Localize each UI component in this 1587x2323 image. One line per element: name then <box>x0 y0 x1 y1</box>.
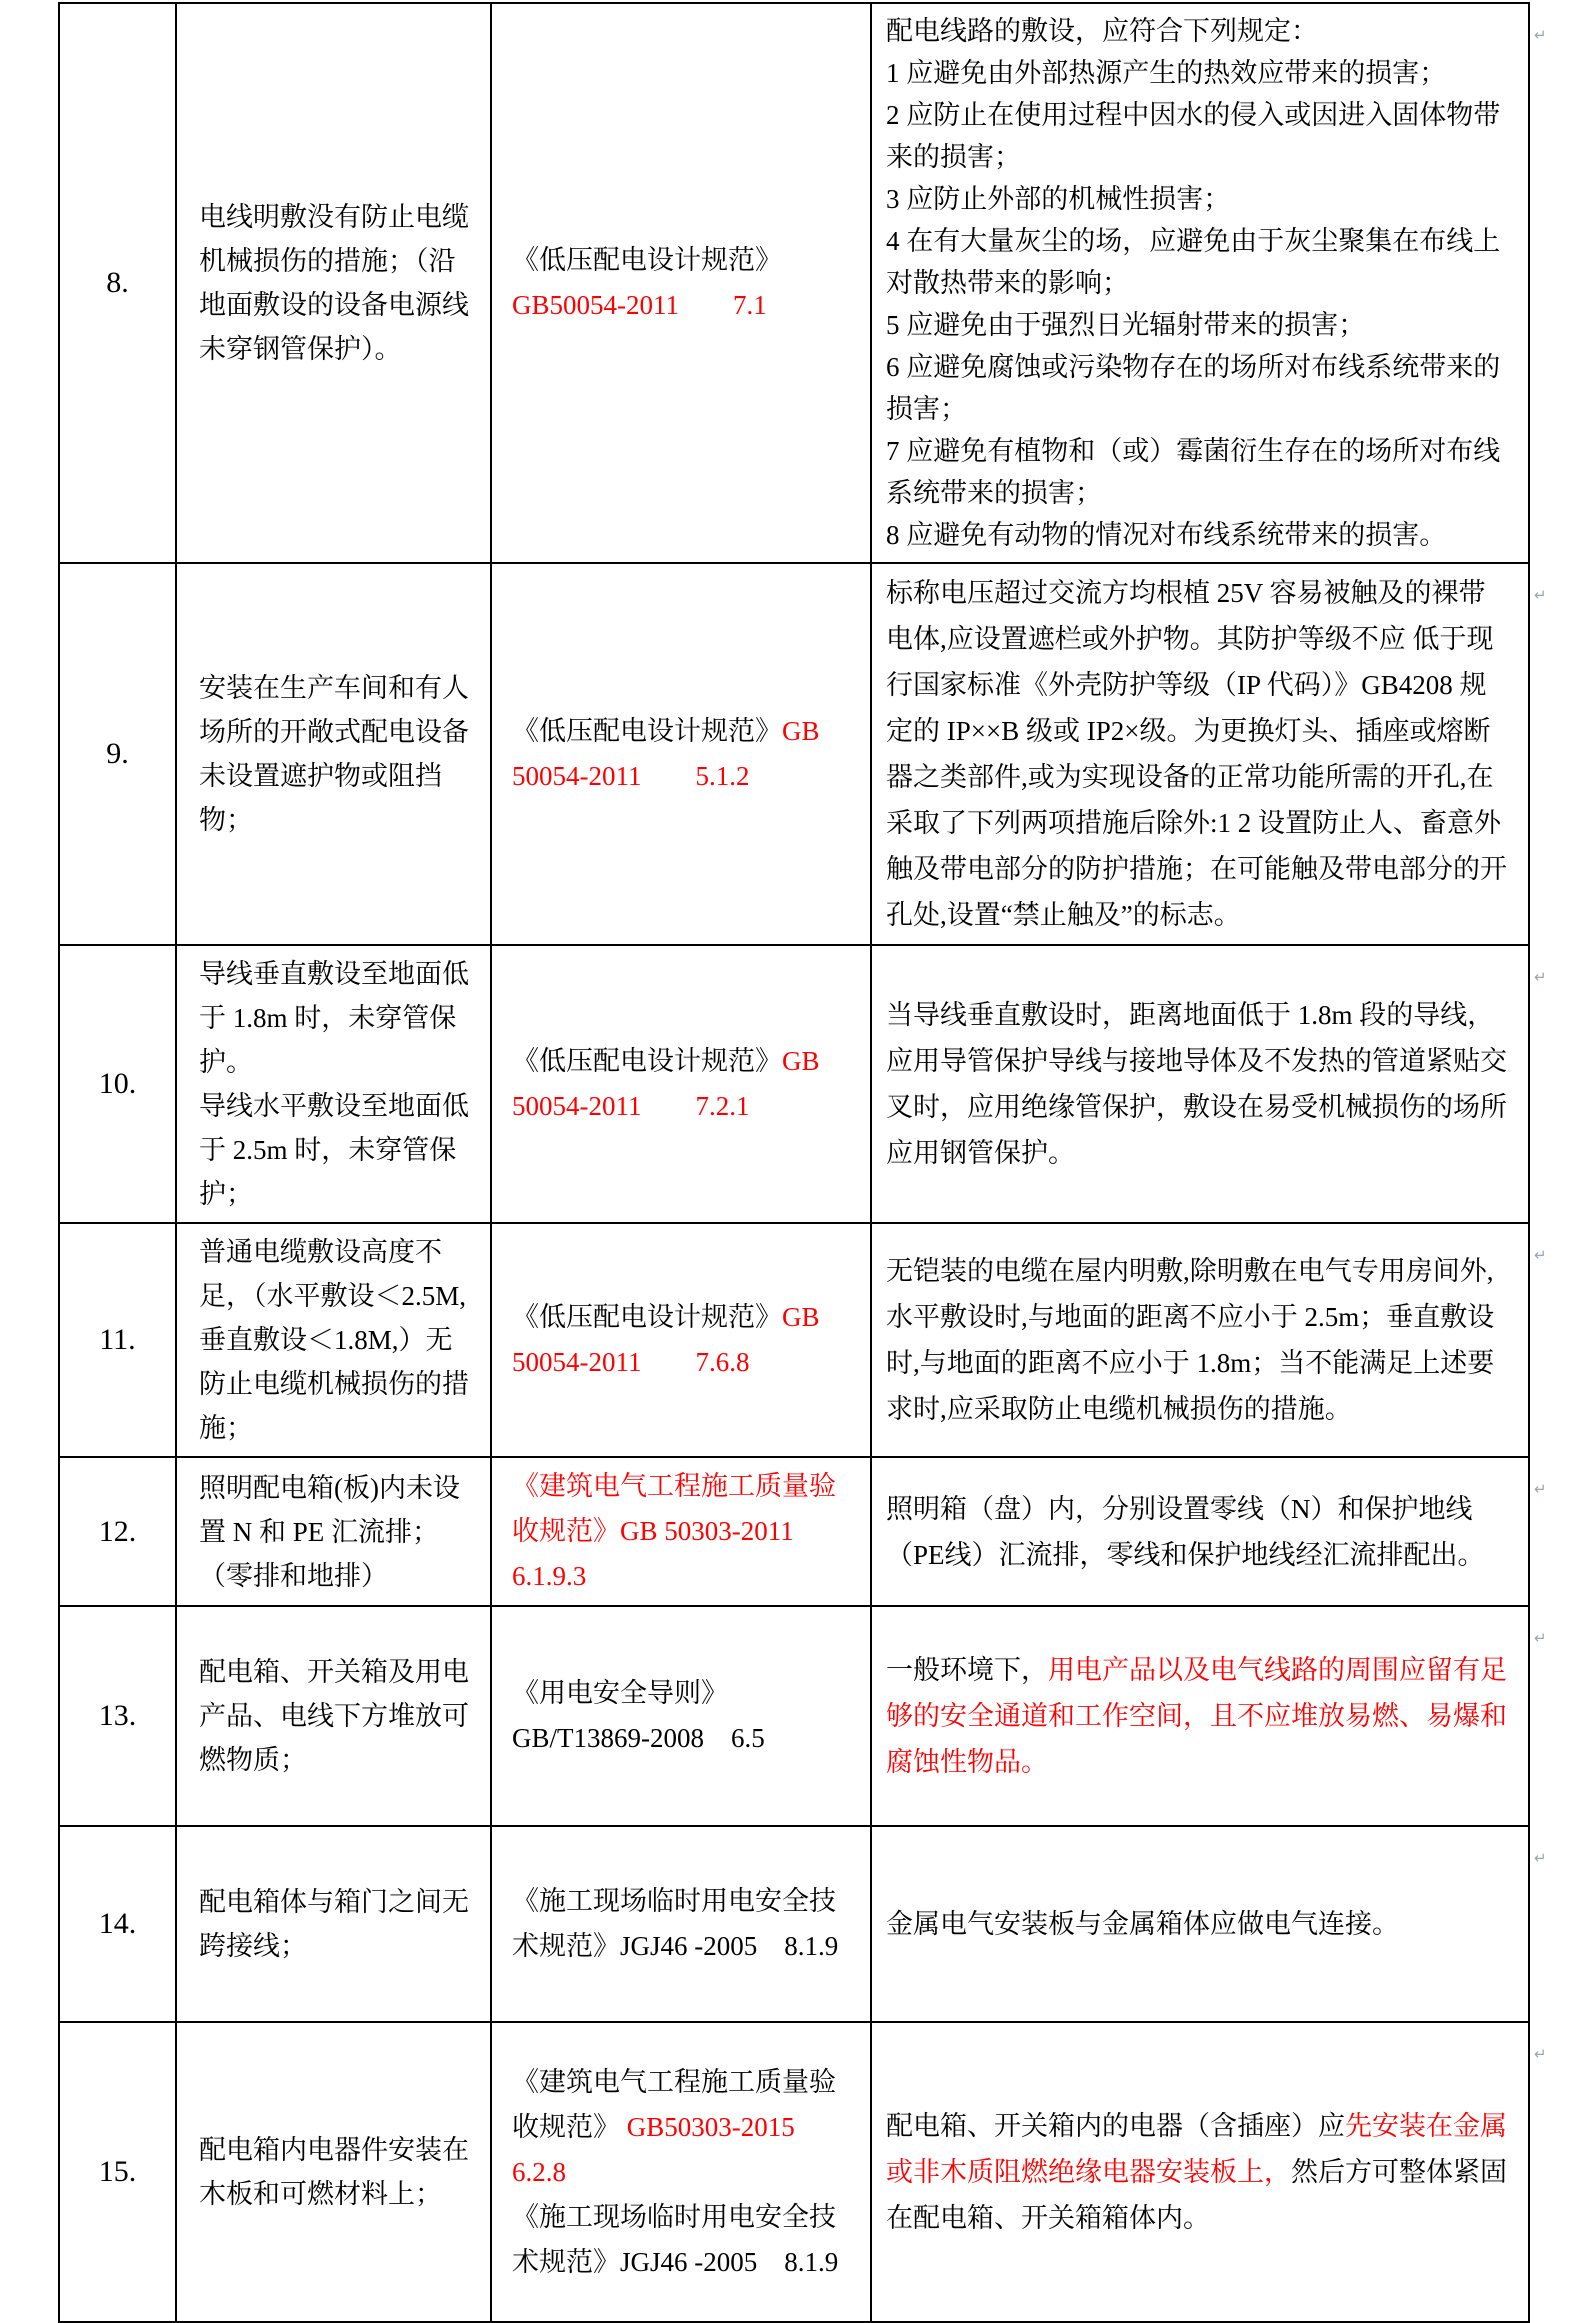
row-number: 14. <box>98 1907 137 1940</box>
row-number-cell <box>59 2022 176 2322</box>
table-row <box>59 1826 1529 2022</box>
standard-cell <box>491 945 871 1223</box>
standard-cell <box>491 1223 871 1457</box>
standard-line <box>512 238 862 283</box>
standard-line <box>512 283 862 328</box>
text-run: 配电箱内电器件安装在木板和可燃材料上； <box>199 2135 469 2209</box>
requirement-paragraph <box>886 1647 1512 1785</box>
row-number: 12. <box>98 1514 137 1548</box>
text-run: 7 应避免有植物和（或）霉菌衍生存在的场所对布线系统带来的损害； <box>886 436 1501 508</box>
requirement-paragraph <box>886 992 1512 1176</box>
paragraph-mark-icon: ↵ <box>1534 586 1547 604</box>
row-number: 9. <box>106 737 129 770</box>
text-run-red: GB <box>782 716 820 746</box>
table-body <box>59 3 1529 2322</box>
table-row <box>59 563 1529 945</box>
requirement-cell <box>871 563 1529 945</box>
problem-paragraph <box>199 2128 477 2216</box>
requirement-paragraph <box>886 94 1512 178</box>
row-number-cell <box>59 1826 176 2022</box>
text-run-red: 先安装在金属或非木质阻燃绝缘电器安装板上， <box>886 2111 1507 2187</box>
row-number-cell <box>59 1223 176 1457</box>
standard-line <box>512 2150 862 2195</box>
text-run: 《施工现场临时用电安全技 <box>512 1886 836 1916</box>
text-run: 《低压配电设计规范》 <box>512 1302 782 1332</box>
paragraph-mark-icon: ↵ <box>1534 1480 1547 1498</box>
row-number-cell <box>59 563 176 945</box>
standard-line <box>512 1084 862 1129</box>
requirement-paragraph <box>886 1248 1512 1432</box>
text-run: 3 应防止外部的机械性损害； <box>886 184 1231 214</box>
requirement-paragraph <box>886 178 1512 220</box>
text-run-red: 50054-2011 7.2.1 <box>512 1091 750 1121</box>
inspection-table <box>58 2 1530 2323</box>
text-run: 收规范》 <box>512 2111 620 2142</box>
requirement-cell <box>871 3 1529 563</box>
text-run: 金属电气安装板与金属箱体应做电气连接。 <box>886 1909 1399 1939</box>
text-run: 6 应避免腐蚀或污染物存在的场所对布线系统带来的损害； <box>886 352 1501 424</box>
text-run-red: 6.1.9.3 <box>512 1561 587 1591</box>
problem-paragraph <box>199 1084 477 1216</box>
row-number-cell <box>59 1606 176 1826</box>
problem-cell <box>176 1826 491 2022</box>
standard-line <box>512 2105 862 2150</box>
text-run: 术规范》JGJ46 -2005 8.1.9 <box>512 1931 839 1961</box>
requirement-paragraph <box>886 346 1512 430</box>
text-run-red: 6.2.8 <box>512 2156 566 2187</box>
standard-cell <box>491 563 871 945</box>
problem-cell <box>176 2022 491 2322</box>
paragraph-mark-icon: ↵ <box>1534 1849 1547 1867</box>
requirement-paragraph <box>886 220 1512 304</box>
table-row <box>59 1223 1529 1457</box>
standard-cell <box>491 1826 871 2022</box>
requirement-cell <box>871 1457 1529 1606</box>
problem-paragraph <box>199 666 477 842</box>
requirement-paragraph <box>886 1901 1512 1947</box>
problem-cell <box>176 563 491 945</box>
problem-cell <box>176 945 491 1223</box>
text-run: 照明配电箱(板)内未设置 N 和 PE 汇流排；（零排和地排） <box>199 1472 460 1591</box>
text-run: 配电线路的敷设，应符合下列规定： <box>886 16 1318 46</box>
requirement-paragraph <box>886 1486 1512 1578</box>
text-run: 术规范》JGJ46 -2005 8.1.9 <box>512 2246 839 2277</box>
text-run: 4 在有大量灰尘的场，应避免由于灰尘聚集在布线上对散热带来的影响； <box>886 226 1501 298</box>
standard-line <box>512 1924 862 1969</box>
text-run: 无铠装的电缆在屋内明敷,除明敷在电气专用房间外,水平敷设时,与地面的距离不应小于 2.5m；垂直敷设时,与地面的距离不应小于 1.8m；当不能满足上述要求时,应采取防止电缆机械损伤的措施。 <box>886 1256 1495 1424</box>
requirement-paragraph <box>886 570 1512 938</box>
requirement-paragraph <box>886 2103 1512 2241</box>
text-run-red: GB50054-2011 7.1 <box>512 290 767 320</box>
problem-cell <box>176 3 491 563</box>
text-run: 安装在生产车间和有人场所的开敞式配电设备未设置遮护物或阻挡物； <box>199 673 469 835</box>
standard-cell <box>491 1606 871 1826</box>
requirement-cell <box>871 2022 1529 2322</box>
standard-line <box>512 1039 862 1084</box>
problem-paragraph <box>199 1230 477 1450</box>
standard-line <box>512 2060 862 2105</box>
table-row <box>59 945 1529 1223</box>
text-run: 1 应避免由外部热源产生的热效应带来的损害； <box>886 58 1447 88</box>
standard-line <box>512 1554 862 1599</box>
paragraph-mark-icon: ↵ <box>1534 2045 1547 2063</box>
row-number: 10. <box>98 1067 137 1100</box>
standard-line <box>512 1671 862 1716</box>
problem-paragraph <box>199 1466 477 1598</box>
text-run: 《建筑电气工程施工质量验 <box>512 2066 836 2097</box>
text-run: 一般环境下， <box>886 1655 1048 1685</box>
standard-line <box>512 1295 862 1340</box>
requirement-paragraph <box>886 304 1512 346</box>
requirement-cell <box>871 1826 1529 2022</box>
problem-cell <box>176 1223 491 1457</box>
paragraph-mark-icon: ↵ <box>1534 1246 1547 1264</box>
standard-cell <box>491 2022 871 2322</box>
row-number-cell <box>59 945 176 1223</box>
text-run: 导线垂直敷设至地面低于 1.8m 时，未穿管保护。 <box>199 959 469 1077</box>
requirement-cell <box>871 1606 1529 1826</box>
paragraph-mark-icon: ↵ <box>1534 26 1547 44</box>
text-run: 电线明敷没有防止电缆机械损伤的措施；（沿地面敷设的设备电源线未穿钢管保护）。 <box>199 202 469 364</box>
text-run-red: GB <box>782 1046 820 1076</box>
row-number: 13. <box>98 1699 137 1732</box>
text-run: GB/T13869-2008 6.5 <box>512 1723 765 1753</box>
requirement-paragraph <box>886 430 1512 514</box>
text-run: 《用电安全导则》 <box>512 1678 728 1708</box>
row-number-cell <box>59 3 176 563</box>
text-run: 《施工现场临时用电安全技 <box>512 2201 836 2232</box>
text-run-red: 用电产品以及电气线路的周围应留有足够的安全通道和工作空间，且不应堆放易燃、易爆和腐蚀性物品。 <box>886 1655 1507 1777</box>
standard-line <box>512 2240 862 2285</box>
requirement-paragraph <box>886 52 1512 94</box>
standard-cell <box>491 1457 871 1606</box>
standard-line <box>512 1509 862 1554</box>
text-run: 8 应避免有动物的情况对布线系统带来的损害。 <box>886 520 1447 550</box>
problem-paragraph <box>199 195 477 371</box>
paragraph-mark-icon: ↵ <box>1534 968 1547 986</box>
text-run: 导线水平敷设至地面低于 2.5m 时，未穿管保护； <box>199 1091 469 1209</box>
requirement-cell <box>871 1223 1529 1457</box>
row-number: 15. <box>98 2155 137 2188</box>
requirement-cell <box>871 945 1529 1223</box>
text-run: 《低压配电设计规范》 <box>512 1046 782 1076</box>
text-run: 标称电压超过交流方均根植 25V 容易被触及的裸带电体,应设置遮栏或外护物。其防护等级不应 低于现行国家标准《外壳防护等级（IP 代码）》GB4208 规定的 IP××B 级或 IP2×级。为更换灯头、插座或熔断器之类部件,或为实现设备的正常功能所需的开孔,在采取了下列两项措施后除外:1 2 设置防止人、畜意外触及带电部分的防护措施；在可能触及带电部分的开孔处,设置“禁止触及”的标志。 <box>886 578 1507 930</box>
text-run-red: 50054-2011 5.1.2 <box>512 761 750 791</box>
text-run-red: GB <box>782 1302 820 1332</box>
text-run: 然后方可整体紧固在配电箱、开关箱箱体内。 <box>886 2157 1507 2233</box>
row-number-cell <box>59 1457 176 1606</box>
table-row <box>59 1457 1529 1606</box>
standard-line <box>512 709 862 754</box>
text-run: 《低压配电设计规范》 <box>512 716 782 746</box>
paragraph-mark-icon: ↵ <box>1534 1629 1547 1647</box>
text-run: 配电箱、开关箱及用电产品、电线下方堆放可燃物质； <box>199 1657 469 1775</box>
standard-line <box>512 1340 862 1385</box>
text-run: 配电箱、开关箱内的电器（含插座）应 <box>886 2111 1345 2141</box>
text-run: 5 应避免由于强烈日光辐射带来的损害； <box>886 310 1366 340</box>
text-run: 照明箱（盘）内，分别设置零线（N）和保护地线（PE线）汇流排，零线和保护地线经汇流排配出。 <box>886 1493 1485 1570</box>
text-run-red: 收规范》GB 50303-2011 <box>512 1516 794 1546</box>
text-run: 《低压配电设计规范》 <box>512 245 782 275</box>
standard-cell <box>491 3 871 563</box>
problem-cell <box>176 1606 491 1826</box>
text-run-red: GB50303-2015 <box>620 2111 795 2142</box>
standard-line <box>512 1879 862 1924</box>
requirement-paragraph <box>886 10 1512 52</box>
row-number: 11. <box>99 1323 136 1356</box>
table-row <box>59 2022 1529 2322</box>
problem-cell <box>176 1457 491 1606</box>
problem-paragraph <box>199 1650 477 1782</box>
row-number: 8. <box>106 266 129 299</box>
table-row <box>59 1606 1529 1826</box>
text-run-red: 50054-2011 7.6.8 <box>512 1347 750 1377</box>
requirement-paragraph <box>886 514 1512 556</box>
standard-line <box>512 1464 862 1509</box>
text-run: 普通电缆敷设高度不足，（水平敷设＜2.5M,垂直敷设＜1.8M,）无防止电缆机械损伤的措施； <box>199 1237 469 1443</box>
problem-paragraph <box>199 952 477 1084</box>
text-run: 2 应防止在使用过程中因水的侵入或因进入固体物带来的损害； <box>886 100 1501 172</box>
standard-line <box>512 2195 862 2240</box>
text-run: 当导线垂直敷设时，距离地面低于 1.8m 段的导线，应用导管保护导线与接地导体及不发热的管道紧贴交叉时，应用绝缘管保护，敷设在易受机械损伤的场所应用钢管保护。 <box>886 1000 1507 1168</box>
table-row <box>59 3 1529 563</box>
problem-paragraph <box>199 1880 477 1968</box>
standard-line <box>512 754 862 799</box>
text-run-red: 《建筑电气工程施工质量验 <box>512 1471 836 1501</box>
standard-line <box>512 1716 862 1761</box>
text-run: 配电箱体与箱门之间无跨接线； <box>199 1887 469 1961</box>
